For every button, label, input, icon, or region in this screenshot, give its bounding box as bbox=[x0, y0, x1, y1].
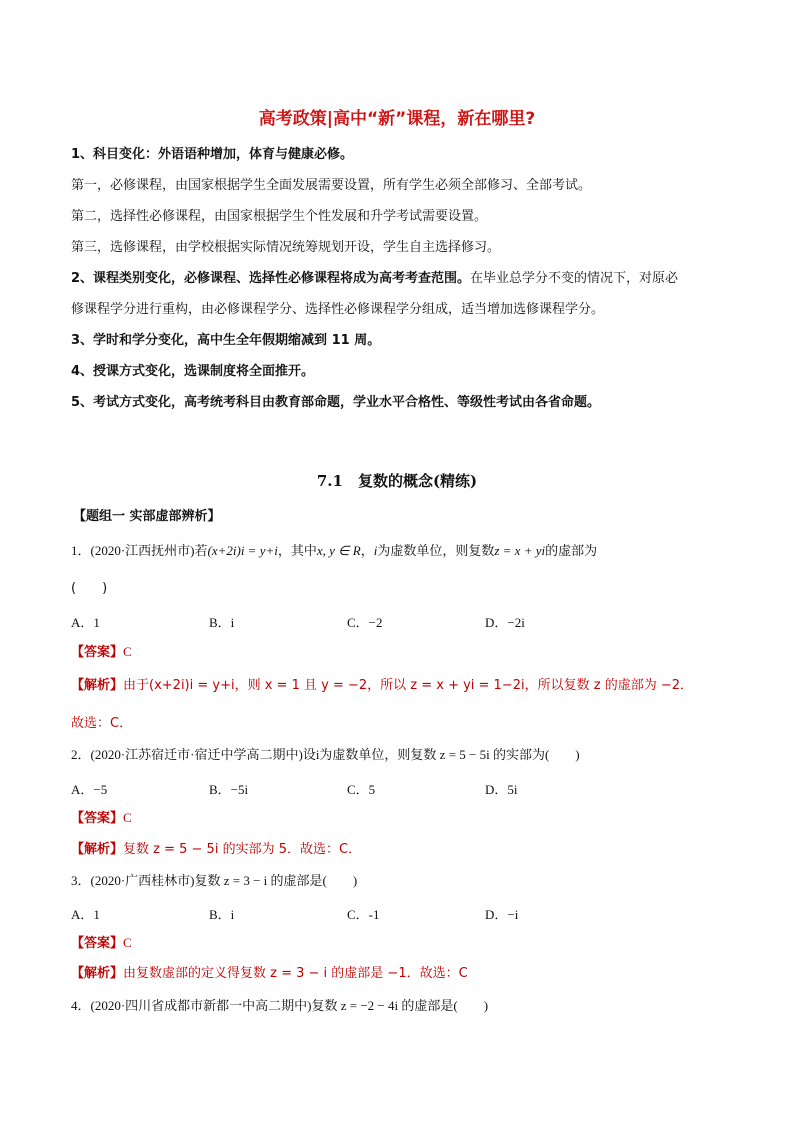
question-3-option-a: A．1 bbox=[71, 907, 100, 922]
question-1-analysis-conclusion: 故选：C． bbox=[71, 716, 133, 731]
question-3-option-b: B．i bbox=[209, 907, 235, 922]
question-1-stem bbox=[71, 542, 597, 561]
question-1-option-c: C．−2 bbox=[347, 615, 383, 630]
question-1-domain: x, y ∈ R bbox=[316, 543, 361, 558]
policy-point-2-text: 在毕业总学分不变的情况下，对原必 bbox=[470, 271, 679, 286]
question-1-text: ，其中 bbox=[277, 544, 317, 559]
question-2-option-d: D．5i bbox=[485, 782, 518, 797]
section-title: 7.1 复数的概念(精练) bbox=[316, 472, 478, 490]
policy-paragraph-2: 第二，选择性必修课程，由国家根据学生个性发展和升学考试需要设置。 bbox=[71, 209, 488, 224]
policy-point-2-heading: 2、课程类别变化，必修课程、选择性必修课程将成为高考考查范围。 bbox=[71, 271, 471, 286]
question-1-unit: i bbox=[373, 543, 378, 558]
answer-label: 【答案】 bbox=[71, 645, 124, 660]
analysis-label: 【解析】 bbox=[71, 966, 124, 981]
policy-paragraph-3: 第三，选修课程，由学校根据实际情况统筹规划开设，学生自主选择修习。 bbox=[71, 240, 501, 255]
question-1-complex: z = x + yi bbox=[494, 543, 546, 558]
question-1-analysis bbox=[71, 677, 693, 695]
question-1-equation: (x+2i)i = y+i bbox=[207, 543, 278, 558]
question-4-stem: 4．(2020·四川省成都市新都一中高二期中)复数 z = −2 − 4i 的虚部是( ) bbox=[71, 998, 489, 1013]
answer-label: 【答案】 bbox=[71, 811, 124, 826]
analysis-text: 复数 z = 5 − 5i 的实部为 5．故选：C． bbox=[123, 842, 362, 857]
policy-point-5: 5、考试方式变化，高考统考科目由教育部命题，学业水平合格性、等级性考试由各省命题。 bbox=[71, 395, 601, 410]
policy-point-4: 4、授课方式变化，选课制度将全面推开。 bbox=[71, 364, 315, 379]
question-2-stem: 2．(2020·江苏宿迁市·宿迁中学高二期中)设i为虚数单位，则复数 z = 5 − 5i 的实部为( ) bbox=[71, 747, 580, 762]
question-1-paren: ( ) bbox=[71, 581, 108, 596]
question-1-option-b: B．i bbox=[209, 615, 235, 630]
question-3-option-d: D．−i bbox=[485, 907, 519, 922]
answer-value: C bbox=[123, 810, 132, 825]
question-3-stem: 3．(2020·广西桂林市)复数 z = 3 − i 的虚部是( ) bbox=[71, 873, 358, 888]
answer-label: 【答案】 bbox=[71, 936, 124, 951]
question-2-option-a: A．−5 bbox=[71, 782, 108, 797]
question-1-text-2: 为虚数单位，则复数 bbox=[377, 544, 495, 559]
policy-point-2-continued: 修课程学分进行重构，由必修课程学分、选择性必修课程学分组成，适当增加选修课程学分。 bbox=[71, 302, 605, 317]
policy-title: 高考政策|高中“新”课程，新在哪里? bbox=[258, 109, 536, 129]
question-2-analysis bbox=[71, 841, 361, 859]
question-2-option-b: B．−5i bbox=[209, 782, 249, 797]
question-2-answer bbox=[71, 809, 132, 828]
policy-point-1: 1、科目变化：外语语种增加，体育与健康必修。 bbox=[71, 147, 354, 162]
answer-value: C bbox=[123, 644, 132, 659]
question-1-answer bbox=[71, 643, 132, 662]
policy-point-3: 3、学时和学分变化，高中生全年假期缩减到 11 周。 bbox=[71, 333, 381, 348]
analysis-label: 【解析】 bbox=[71, 842, 124, 857]
question-1-comma: ， bbox=[360, 544, 374, 559]
question-3-analysis bbox=[71, 965, 468, 983]
analysis-text: 由于(x+2i)i = y+i，则 x = 1 且 y = −2，所以 z = x + yi = 1−2i，所以复数 z 的虚部为 −2． bbox=[123, 678, 693, 693]
question-3-option-c: C．-1 bbox=[347, 907, 380, 922]
question-3-answer bbox=[71, 934, 132, 953]
question-1-text-3: 的虚部为 bbox=[545, 544, 598, 559]
question-2-option-c: C．5 bbox=[347, 782, 376, 797]
question-1-option-a: A．1 bbox=[71, 615, 100, 630]
question-1-option-d: D．−2i bbox=[485, 615, 525, 630]
analysis-text: 由复数虚部的定义得复数 z = 3 − i 的虚部是 −1．故选：C bbox=[123, 966, 468, 981]
analysis-label: 【解析】 bbox=[71, 678, 124, 693]
policy-point-2 bbox=[71, 270, 678, 288]
question-group-label: 【题组一 实部虚部辨析】 bbox=[73, 509, 221, 524]
policy-paragraph-1: 第一，必修课程，由国家根据学生全面发展需要设置，所有学生必须全部修习、全部考试。 bbox=[71, 178, 592, 193]
question-1-source: 1．(2020·江西抚州市)若 bbox=[71, 543, 208, 558]
answer-value: C bbox=[123, 935, 132, 950]
